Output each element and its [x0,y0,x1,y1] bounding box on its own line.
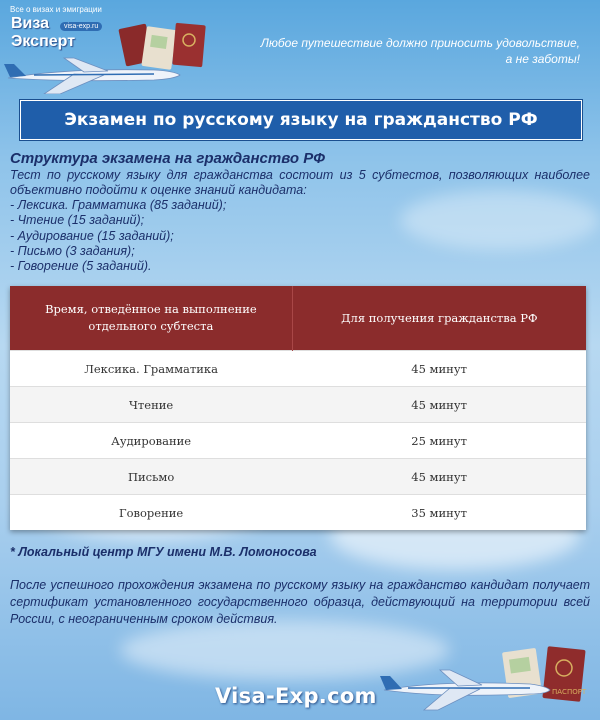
logo-text[interactable]: Виза [11,15,50,32]
table-cell: Лексика. Грамматика [10,351,292,387]
table-cell: 35 минут [292,495,586,531]
table-cell: 45 минут [292,387,586,423]
site-header [0,0,600,92]
table-cell: Чтение [10,387,292,423]
motto-line: Любое путешествие должно приносить удовольствие, [260,36,580,50]
intro-paragraph: Тест по русскому языку для гражданства состоит из 5 субтестов, позволяющих наиболее объективно подойти к оценке знаний кандидата: [10,168,590,197]
logo-text[interactable]: Эксперт [11,33,76,50]
table-cell: 45 минут [292,459,586,495]
list-item: - Письмо (3 задания); [10,243,135,258]
list-item: - Аудирование (15 заданий); [10,228,174,243]
column-header: Время, отведённое на выполнение отдельного субтеста [10,286,292,351]
table-header-row [10,286,586,351]
conclusion-paragraph: После успешного прохождения экзамена по русскому языку на гражданство кандидат получает сертификат установленного государственного образца, действующий на территории всей России, с неограниченным сроком действия. [10,578,590,626]
table-row [10,495,586,531]
site-tagline: Все о визах и эмиграции [10,5,102,14]
airplane-passport-icon [380,640,600,720]
subtest-list [10,198,590,274]
table-row [10,459,586,495]
table-cell: Письмо [10,459,292,495]
list-item: - Говорение (5 заданий). [10,259,152,274]
subtest-time-table [10,286,586,530]
table-cell: Аудирование [10,423,292,459]
column-header: Для получения гражданства РФ [292,286,586,351]
footnote: * Локальный центр МГУ имени М.В. Ломоносова [10,545,317,559]
table-cell: 45 минут [292,351,586,387]
page-title: Экзамен по русскому языку на гражданство РФ [20,100,582,140]
table-row [10,387,586,423]
motto-line: а не заботы! [505,52,580,66]
table-cell: Говорение [10,495,292,531]
logo-site-badge: visa-exp.ru [60,22,102,31]
exam-structure-section [10,150,590,274]
list-item: - Чтение (15 заданий); [10,213,145,228]
section-heading: Структура экзамена на гражданство РФ [10,150,325,167]
table-cell: 25 минут [292,423,586,459]
table-row [10,351,586,387]
list-item: - Лексика. Грамматика (85 заданий); [10,198,227,212]
passport-label: ПАСПОРТ [552,688,587,696]
site-motto [220,35,580,67]
footer-site-link[interactable]: Visa-Exp.com [215,684,377,708]
table-row [10,423,586,459]
